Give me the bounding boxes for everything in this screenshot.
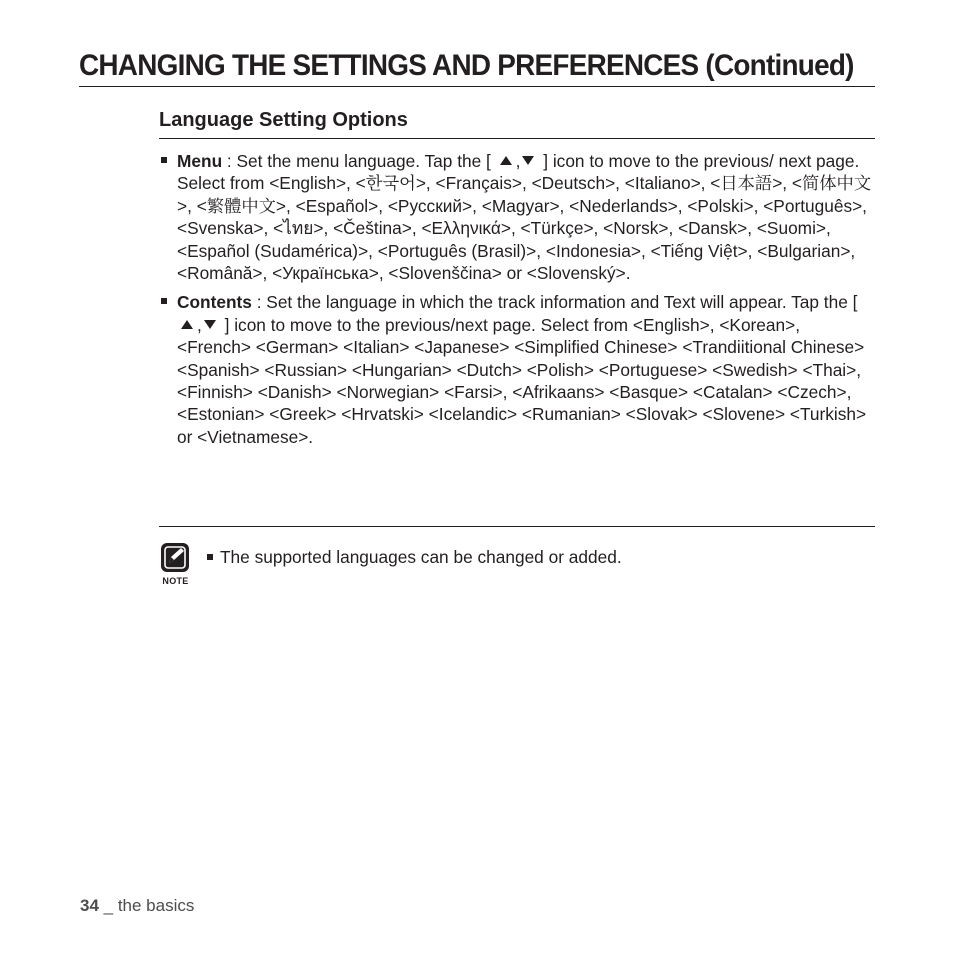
bullet-icon xyxy=(161,157,167,163)
page-number: 34 xyxy=(80,896,99,915)
down-arrow-icon xyxy=(522,156,534,165)
option-menu xyxy=(159,150,875,284)
icon-separator: , xyxy=(197,314,202,335)
footer-section: _ the basics xyxy=(98,896,195,915)
page-footer xyxy=(80,895,194,917)
down-arrow-icon xyxy=(204,320,216,329)
option-description: : Set the menu language. Tap the [ xyxy=(222,151,496,171)
up-arrow-icon xyxy=(500,156,512,165)
note-label: NOTE xyxy=(162,576,189,586)
option-term: Menu xyxy=(177,151,223,171)
page-title: CHANGING THE SETTINGS AND PREFERENCES (Continued) xyxy=(79,49,854,82)
bullet-icon xyxy=(207,554,213,560)
section-heading: Language Setting Options xyxy=(159,109,408,131)
note-text xyxy=(207,546,622,568)
option-term: Contents xyxy=(177,292,252,313)
bullet-icon xyxy=(161,298,167,304)
icon-separator: , xyxy=(515,151,521,171)
option-description: : Set the language in which the track information and Text will appear. Tap the [ xyxy=(251,292,858,313)
options-list xyxy=(159,150,875,448)
option-description-tail: ] icon to move to the previous/ next page. xyxy=(538,151,860,171)
option-description-tail: ] icon to move to the previous/next page. Select from <English>, <Korean>, <French> <German> <Italian> <Japanese> <Simplified Chinese> <Trandiitional Chinese> <Spanish> <Russian> <Hungarian> <Dutch> <Polish> <Portuguese> <Swedish> <Thai>, <Finnish> <Danish> <Norwegian> <Farsi>, <Afrikaans> <Basque> <Catalan> <Czech>, <Estonian> <Greek> <Hrvatski> <Icelandic> <Rumanian> <Slovak> <Slovene> <Turkish> or <Vietnamese>. xyxy=(177,314,867,447)
up-arrow-icon xyxy=(181,320,193,329)
note-pencil-icon xyxy=(160,542,190,573)
section-divider-top xyxy=(159,138,875,139)
title-divider xyxy=(79,86,875,87)
language-list: Select from <English>, <한국어>, <Français>, <Deutsch>, <Italiano>, <日本語>, <简体中文>, <繁體中文>, <Español>, <Русский>, <Magyar>, <Nederlands>, <Polski>, <Português>, <Svenska>, <ไทย>, <Čeština>, <Ελληνικά>, <Türkçe>, <Norsk>, <Dansk>, <Suomi>, <Español (Sudamérica)>, <Português (Brasil)>, <Indonesia>, <Tiếng Việt>, <Bulgarian>, <Română>, <Українська>, <Slovenščina> or <Slovenský>. xyxy=(177,173,872,284)
section-divider-bottom xyxy=(159,526,875,527)
note-message: The supported languages can be changed or added. xyxy=(220,547,622,567)
option-contents xyxy=(159,291,875,448)
